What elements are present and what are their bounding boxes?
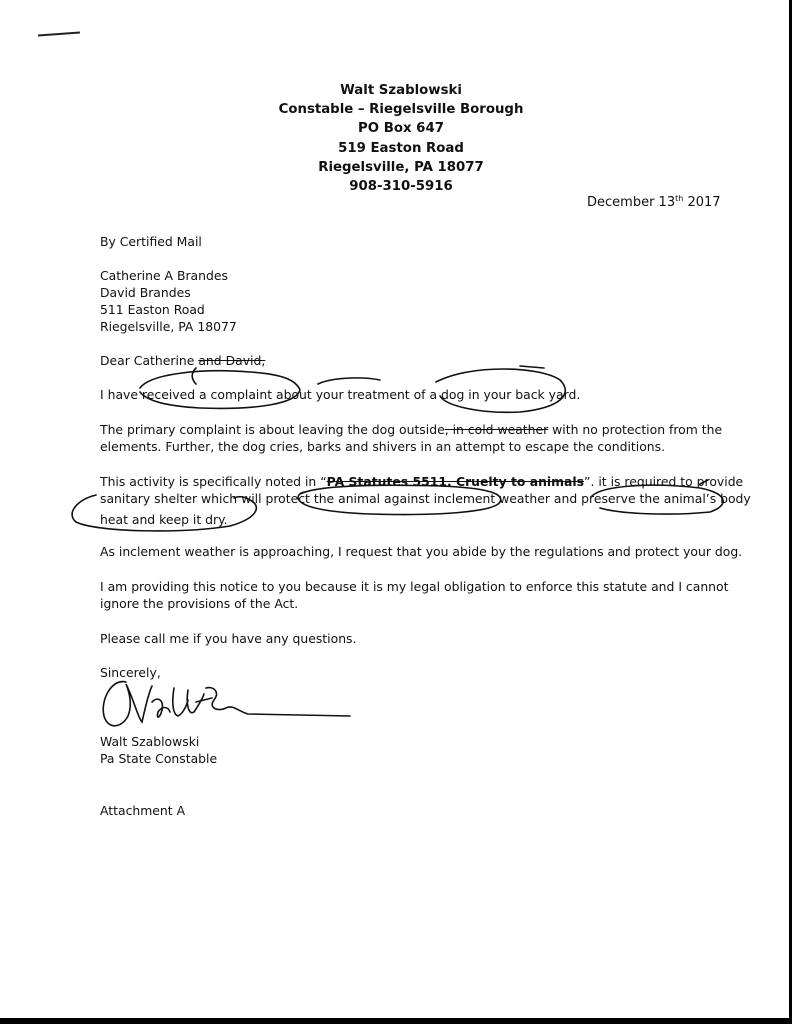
signer-name: Walt Szablowski: [100, 734, 200, 749]
signature-icon: [103, 682, 350, 726]
recipient-line-1: Catherine A Brandes: [100, 268, 228, 283]
paragraph-statute-line-3: heat and keep it dry.: [100, 512, 228, 527]
paragraph-statute: [100, 473, 743, 490]
paragraph-statute-line-2: sanitary shelter which will protect the animal against inclement weather and preserve the animal’s body: [100, 491, 751, 506]
scan-edge-bottom: [0, 1018, 792, 1024]
sender-city: Riegelsville, PA 18077: [318, 159, 484, 175]
salutation-text: Dear Catherine: [100, 353, 199, 368]
sender-phone: 908-310-5916: [349, 179, 453, 195]
letter-date: [587, 195, 721, 210]
salutation-struck: and David,: [198, 353, 266, 368]
p2-text-b: with no protection from the: [548, 422, 723, 437]
pen-mark: [38, 32, 80, 37]
sender-street: 519 Easton Road: [338, 140, 464, 156]
paragraph-weather: As inclement weather is approaching, I request that you abide by the regulations and protect your dog.: [100, 544, 743, 559]
paragraph-complaint: I have received a complaint about your treatment of a dog in your back yard.: [100, 387, 581, 402]
recipient-line-4: Riegelsville, PA 18077: [100, 319, 237, 334]
paragraph-obligation-line-2: ignore the provisions of the Act.: [100, 596, 299, 611]
p2-text-a: The primary complaint is about leaving the dog outside: [100, 422, 445, 437]
sender-po-box: PO Box 647: [358, 121, 444, 137]
paragraph-primary-complaint: [100, 421, 722, 438]
recipient-line-3: 511 Easton Road: [100, 302, 205, 317]
paragraph-primary-complaint-line-2: elements. Further, the dog cries, barks and shivers in an attempt to escape the conditions.: [100, 439, 666, 454]
date-year: 2017: [683, 195, 721, 210]
sender-name: Walt Szablowski: [340, 83, 462, 98]
letterhead: [200, 81, 602, 196]
closing: Sincerely,: [100, 665, 161, 680]
p3-text-a: This activity is specifically noted in “: [100, 474, 327, 489]
p3-text-b: ”. it is required to provide: [584, 474, 744, 489]
p2-struck: , in cold weather: [444, 422, 549, 437]
statute-reference: PA Statutes 5511. Cruelty to animals: [326, 474, 585, 489]
attachment-note: Attachment A: [100, 803, 186, 818]
date-suffix: th: [675, 194, 684, 203]
delivery-method: By Certified Mail: [100, 234, 202, 249]
paragraph-questions: Please call me if you have any questions.: [100, 631, 357, 646]
date-day: December 13: [587, 195, 676, 210]
sender-title: Constable – Riegelsville Borough: [278, 102, 524, 118]
recipient-line-2: David Brandes: [100, 285, 191, 300]
paragraph-obligation: I am providing this notice to you because it is my legal obligation to enforce this statute and I cannot: [100, 579, 729, 594]
signer-title: Pa State Constable: [100, 751, 218, 766]
salutation: [100, 352, 265, 369]
